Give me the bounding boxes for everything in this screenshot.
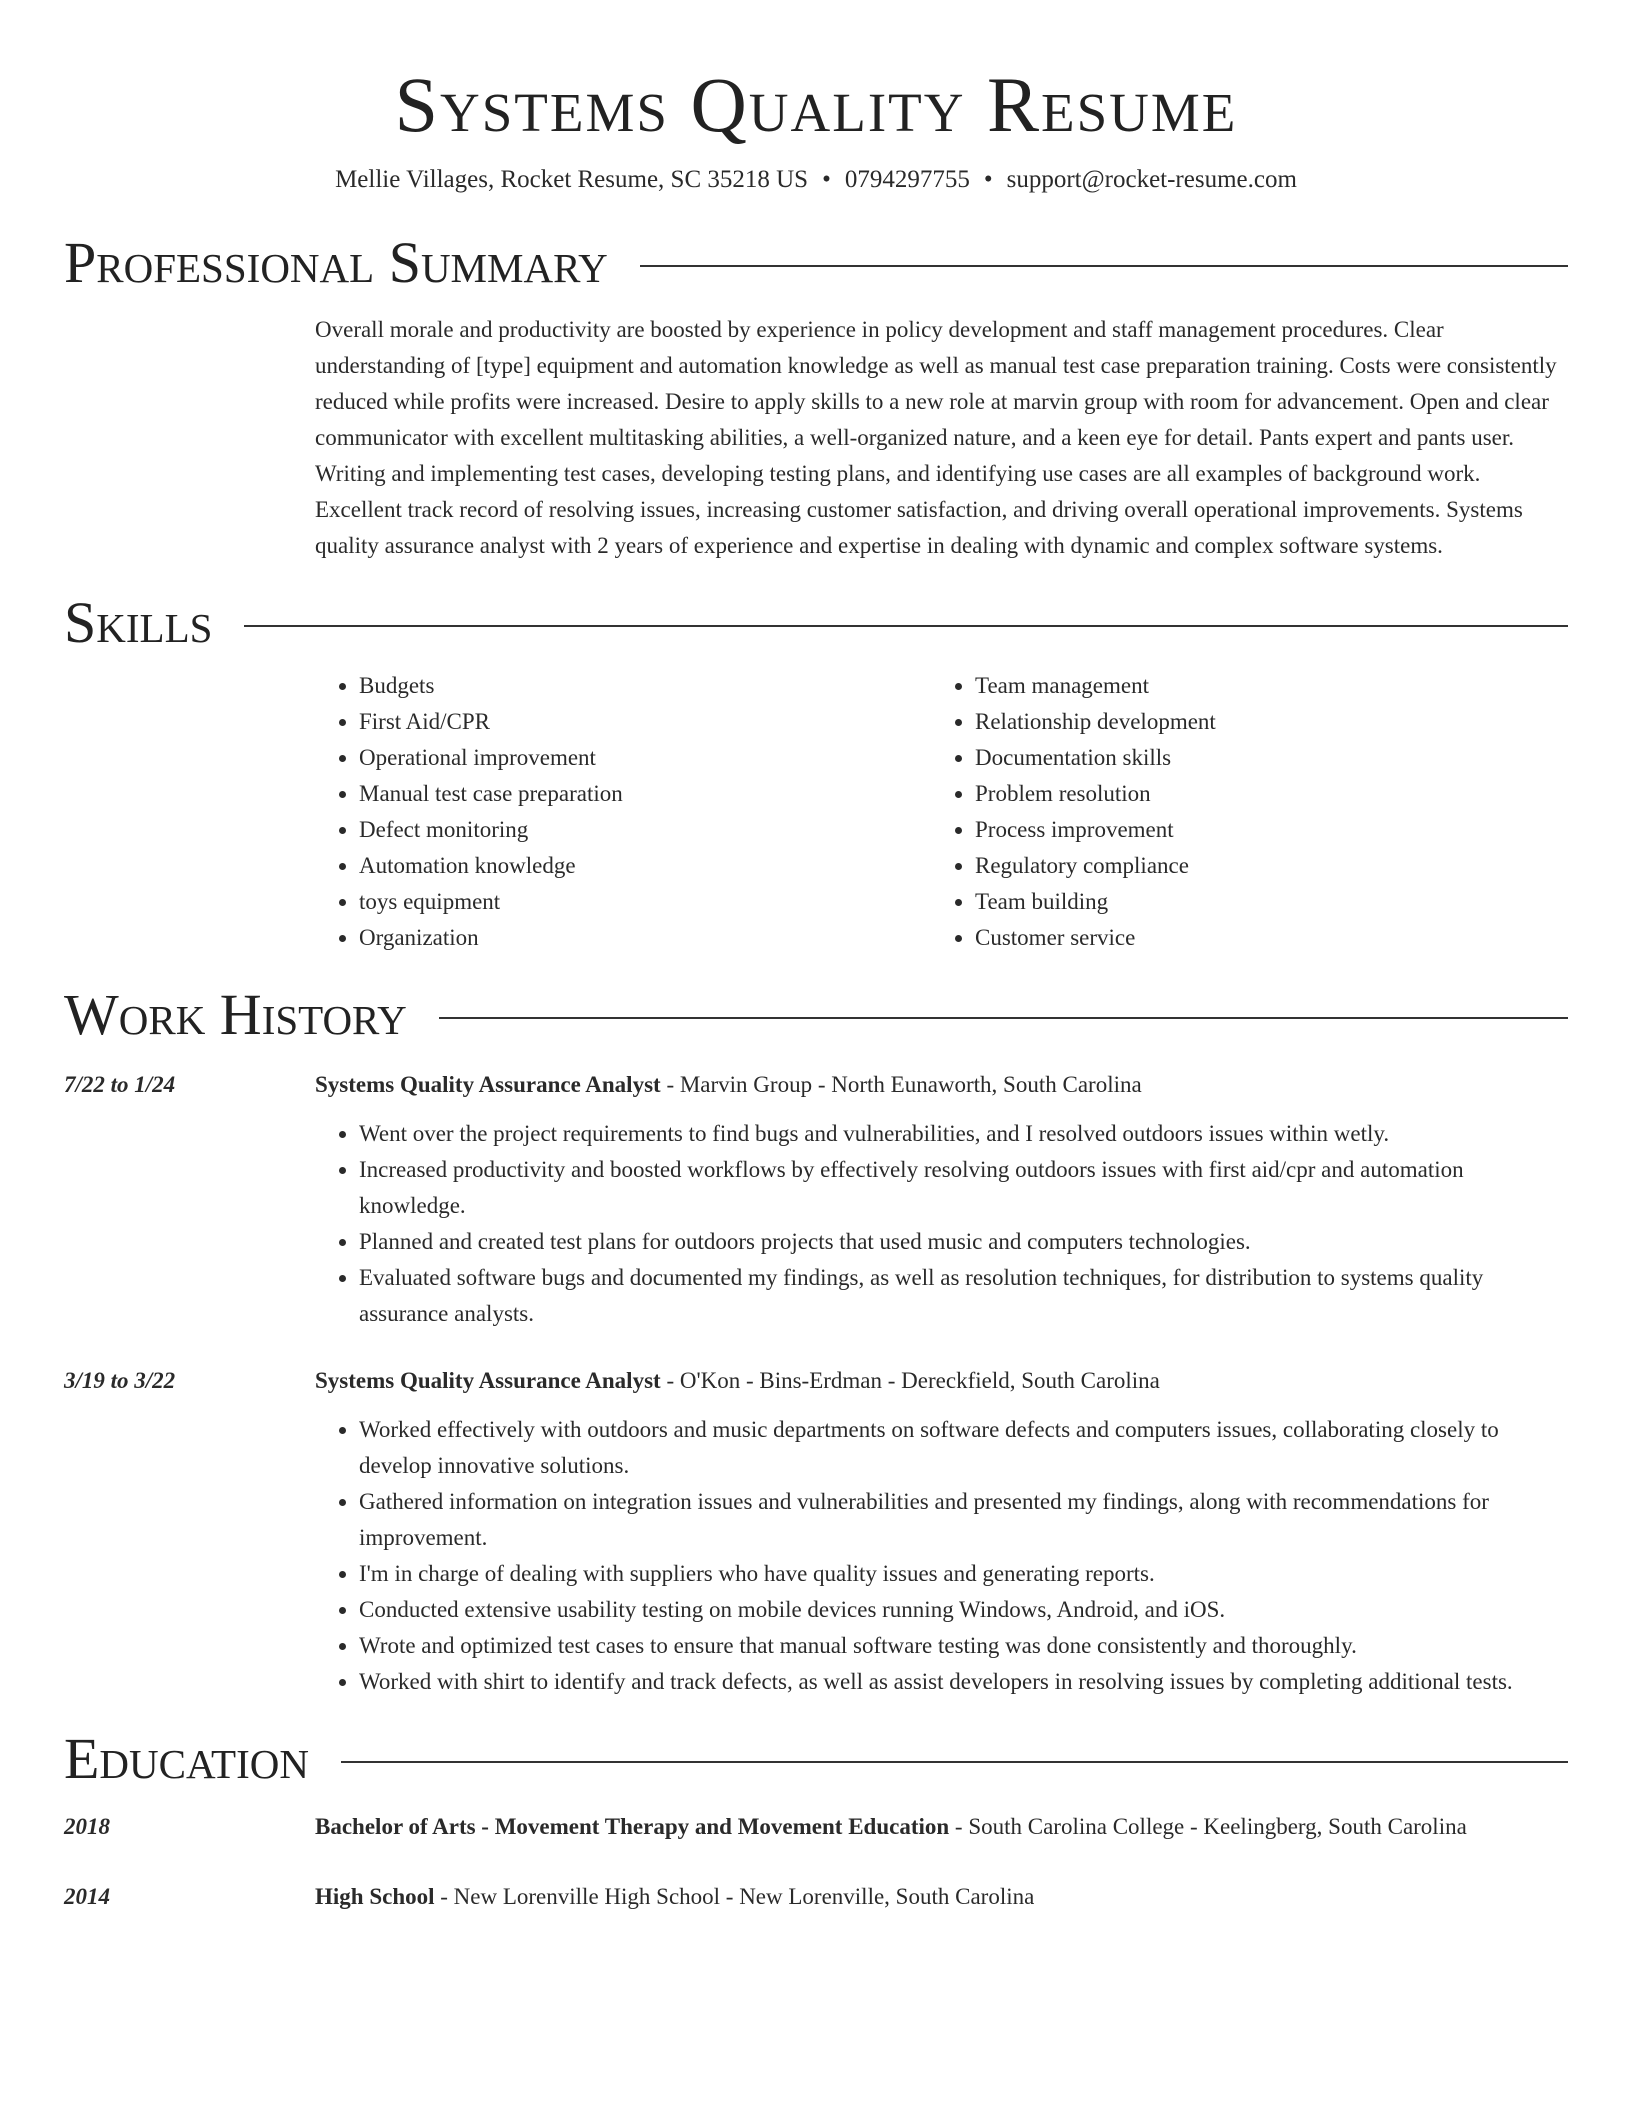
job-entry: [64, 1362, 1568, 1700]
job-bullet: • Increased productivity and boosted workflows by effectively resolving outdoors issues with first aid/cpr and automation knowledge.: [359, 1152, 1568, 1224]
job-bullet: • Worked effectively with outdoors and music departments on software defects and computers issues, collaborating closely to develop innovative solutions.: [359, 1412, 1568, 1484]
job-role: Systems Quality Assurance Analyst: [315, 1368, 661, 1393]
summary-text: Overall morale and productivity are boosted by experience in policy development and staff management procedures. Clear understanding of [type] equipment and automation knowledge as well as manual test case preparation training. Costs were consistently reduced while profits were increased. Desire to apply skills to a new role at marvin group with room for advancement. Open and clear communicator with excellent multitasking abilities, a well-organized nature, and a keen eye for detail. Pants expert and pants user. Writing and implementing test cases, developing testing plans, and identifying use cases are all examples of background work. Excellent track record of resolving issues, increasing customer satisfaction, and driving overall operational improvements. Systems quality assurance analyst with 2 years of experience and expertise in dealing with dynamic and complex software systems.: [315, 317, 1557, 558]
resume-page: [64, 0, 1568, 1916]
skill-item: • Documentation skills: [975, 740, 1555, 776]
skill-item: • toys equipment: [359, 884, 931, 920]
job-details: - Marvin Group - North Eunaworth, South Carolina: [660, 1072, 1142, 1097]
skills-heading: Skills: [64, 590, 213, 655]
education-headline: [315, 1808, 1568, 1846]
education-details: - South Carolina College - Keelingberg, South Carolina: [949, 1814, 1467, 1839]
contact-separator: •: [983, 166, 993, 193]
job-headline: [315, 1066, 1568, 1104]
job-bullet: • Gathered information on integration issues and vulnerabilities and presented my findings, along with recommendations for improvement.: [359, 1484, 1568, 1556]
section-divider: [244, 625, 1568, 627]
resume-title: Systems Quality Resume: [394, 61, 1238, 148]
skill-item: • Customer service: [975, 920, 1555, 956]
work-heading: Work History: [64, 982, 407, 1047]
job-entry: [64, 1066, 1568, 1332]
skill-item: • Team management: [975, 668, 1555, 704]
skill-item: • First Aid/CPR: [359, 704, 931, 740]
job-bullet: • Wrote and optimized test cases to ensure that manual software testing was done consistently and thoroughly.: [359, 1628, 1568, 1664]
education-heading: Education: [64, 1726, 309, 1791]
job-bullets: [315, 1412, 1568, 1700]
education-date: 2014: [64, 1884, 110, 1909]
education-date: 2018: [64, 1814, 110, 1839]
skill-item: • Budgets: [359, 668, 931, 704]
job-date: 3/19 to 3/22: [64, 1368, 176, 1393]
skills-list: [315, 668, 1568, 956]
education-details: - New Lorenville High School - New Lorenville, South Carolina: [434, 1884, 1035, 1909]
section-divider: [439, 1017, 1568, 1019]
job-bullet: • Planned and created test plans for outdoors projects that used music and computers technologies.: [359, 1224, 1568, 1260]
skill-item: • Operational improvement: [359, 740, 931, 776]
job-role: Systems Quality Assurance Analyst: [315, 1072, 661, 1097]
education-section-header: [64, 1726, 1568, 1792]
job-headline: [315, 1362, 1568, 1400]
education-degree: High School: [315, 1884, 435, 1909]
skill-item: • Organization: [359, 920, 931, 956]
summary-section-header: [64, 230, 1568, 296]
work-section-header: [64, 982, 1568, 1048]
job-bullet: • Went over the project requirements to find bugs and vulnerabilities, and I resolved outdoors issues within wetly.: [359, 1116, 1568, 1152]
job-bullet: • Worked with shirt to identify and track defects, as well as assist developers in resolving issues by completing additional tests.: [359, 1664, 1568, 1700]
education-entry: [64, 1878, 1568, 1916]
skills-column-right: [931, 668, 1555, 956]
job-details: - O'Kon - Bins-Erdman - Dereckfield, South Carolina: [660, 1368, 1160, 1393]
job-bullet: • Evaluated software bugs and documented my findings, as well as resolution techniques, for distribution to systems quality assurance analysts.: [359, 1260, 1568, 1332]
job-bullet: • I'm in charge of dealing with suppliers who have quality issues and generating reports.: [359, 1556, 1568, 1592]
skill-item: • Manual test case preparation: [359, 776, 931, 812]
skill-item: • Relationship development: [975, 704, 1555, 740]
skill-item: • Problem resolution: [975, 776, 1555, 812]
education-headline: [315, 1878, 1568, 1916]
contact-email: support@rocket-resume.com: [1006, 166, 1297, 193]
skill-item: • Automation knowledge: [359, 848, 931, 884]
skill-item: • Process improvement: [975, 812, 1555, 848]
contact-separator: •: [822, 166, 831, 193]
skill-item: • Regulatory compliance: [975, 848, 1555, 884]
job-content: [315, 1066, 1568, 1332]
job-bullets: [315, 1116, 1568, 1332]
education-entry: [64, 1808, 1568, 1846]
section-divider: [341, 1761, 1568, 1763]
section-divider: [640, 265, 1568, 267]
summary-heading: Professional Summary: [64, 230, 608, 295]
contact-address: Mellie Villages, Rocket Resume, SC 35218 US: [335, 166, 809, 193]
education-degree: Bachelor of Arts - Movement Therapy and Movement Education: [315, 1814, 950, 1839]
job-content: [315, 1362, 1568, 1700]
contact-line: [64, 164, 1568, 196]
job-date: 7/22 to 1/24: [64, 1072, 176, 1097]
contact-phone: 0794297755: [844, 166, 970, 193]
job-bullet: • Conducted extensive usability testing on mobile devices running Windows, Android, and iOS.: [359, 1592, 1568, 1628]
skills-column-left: [315, 668, 931, 956]
skill-item: • Defect monitoring: [359, 812, 931, 848]
skills-section-header: [64, 590, 1568, 656]
skill-item: • Team building: [975, 884, 1555, 920]
education-list: [64, 1808, 1568, 1916]
